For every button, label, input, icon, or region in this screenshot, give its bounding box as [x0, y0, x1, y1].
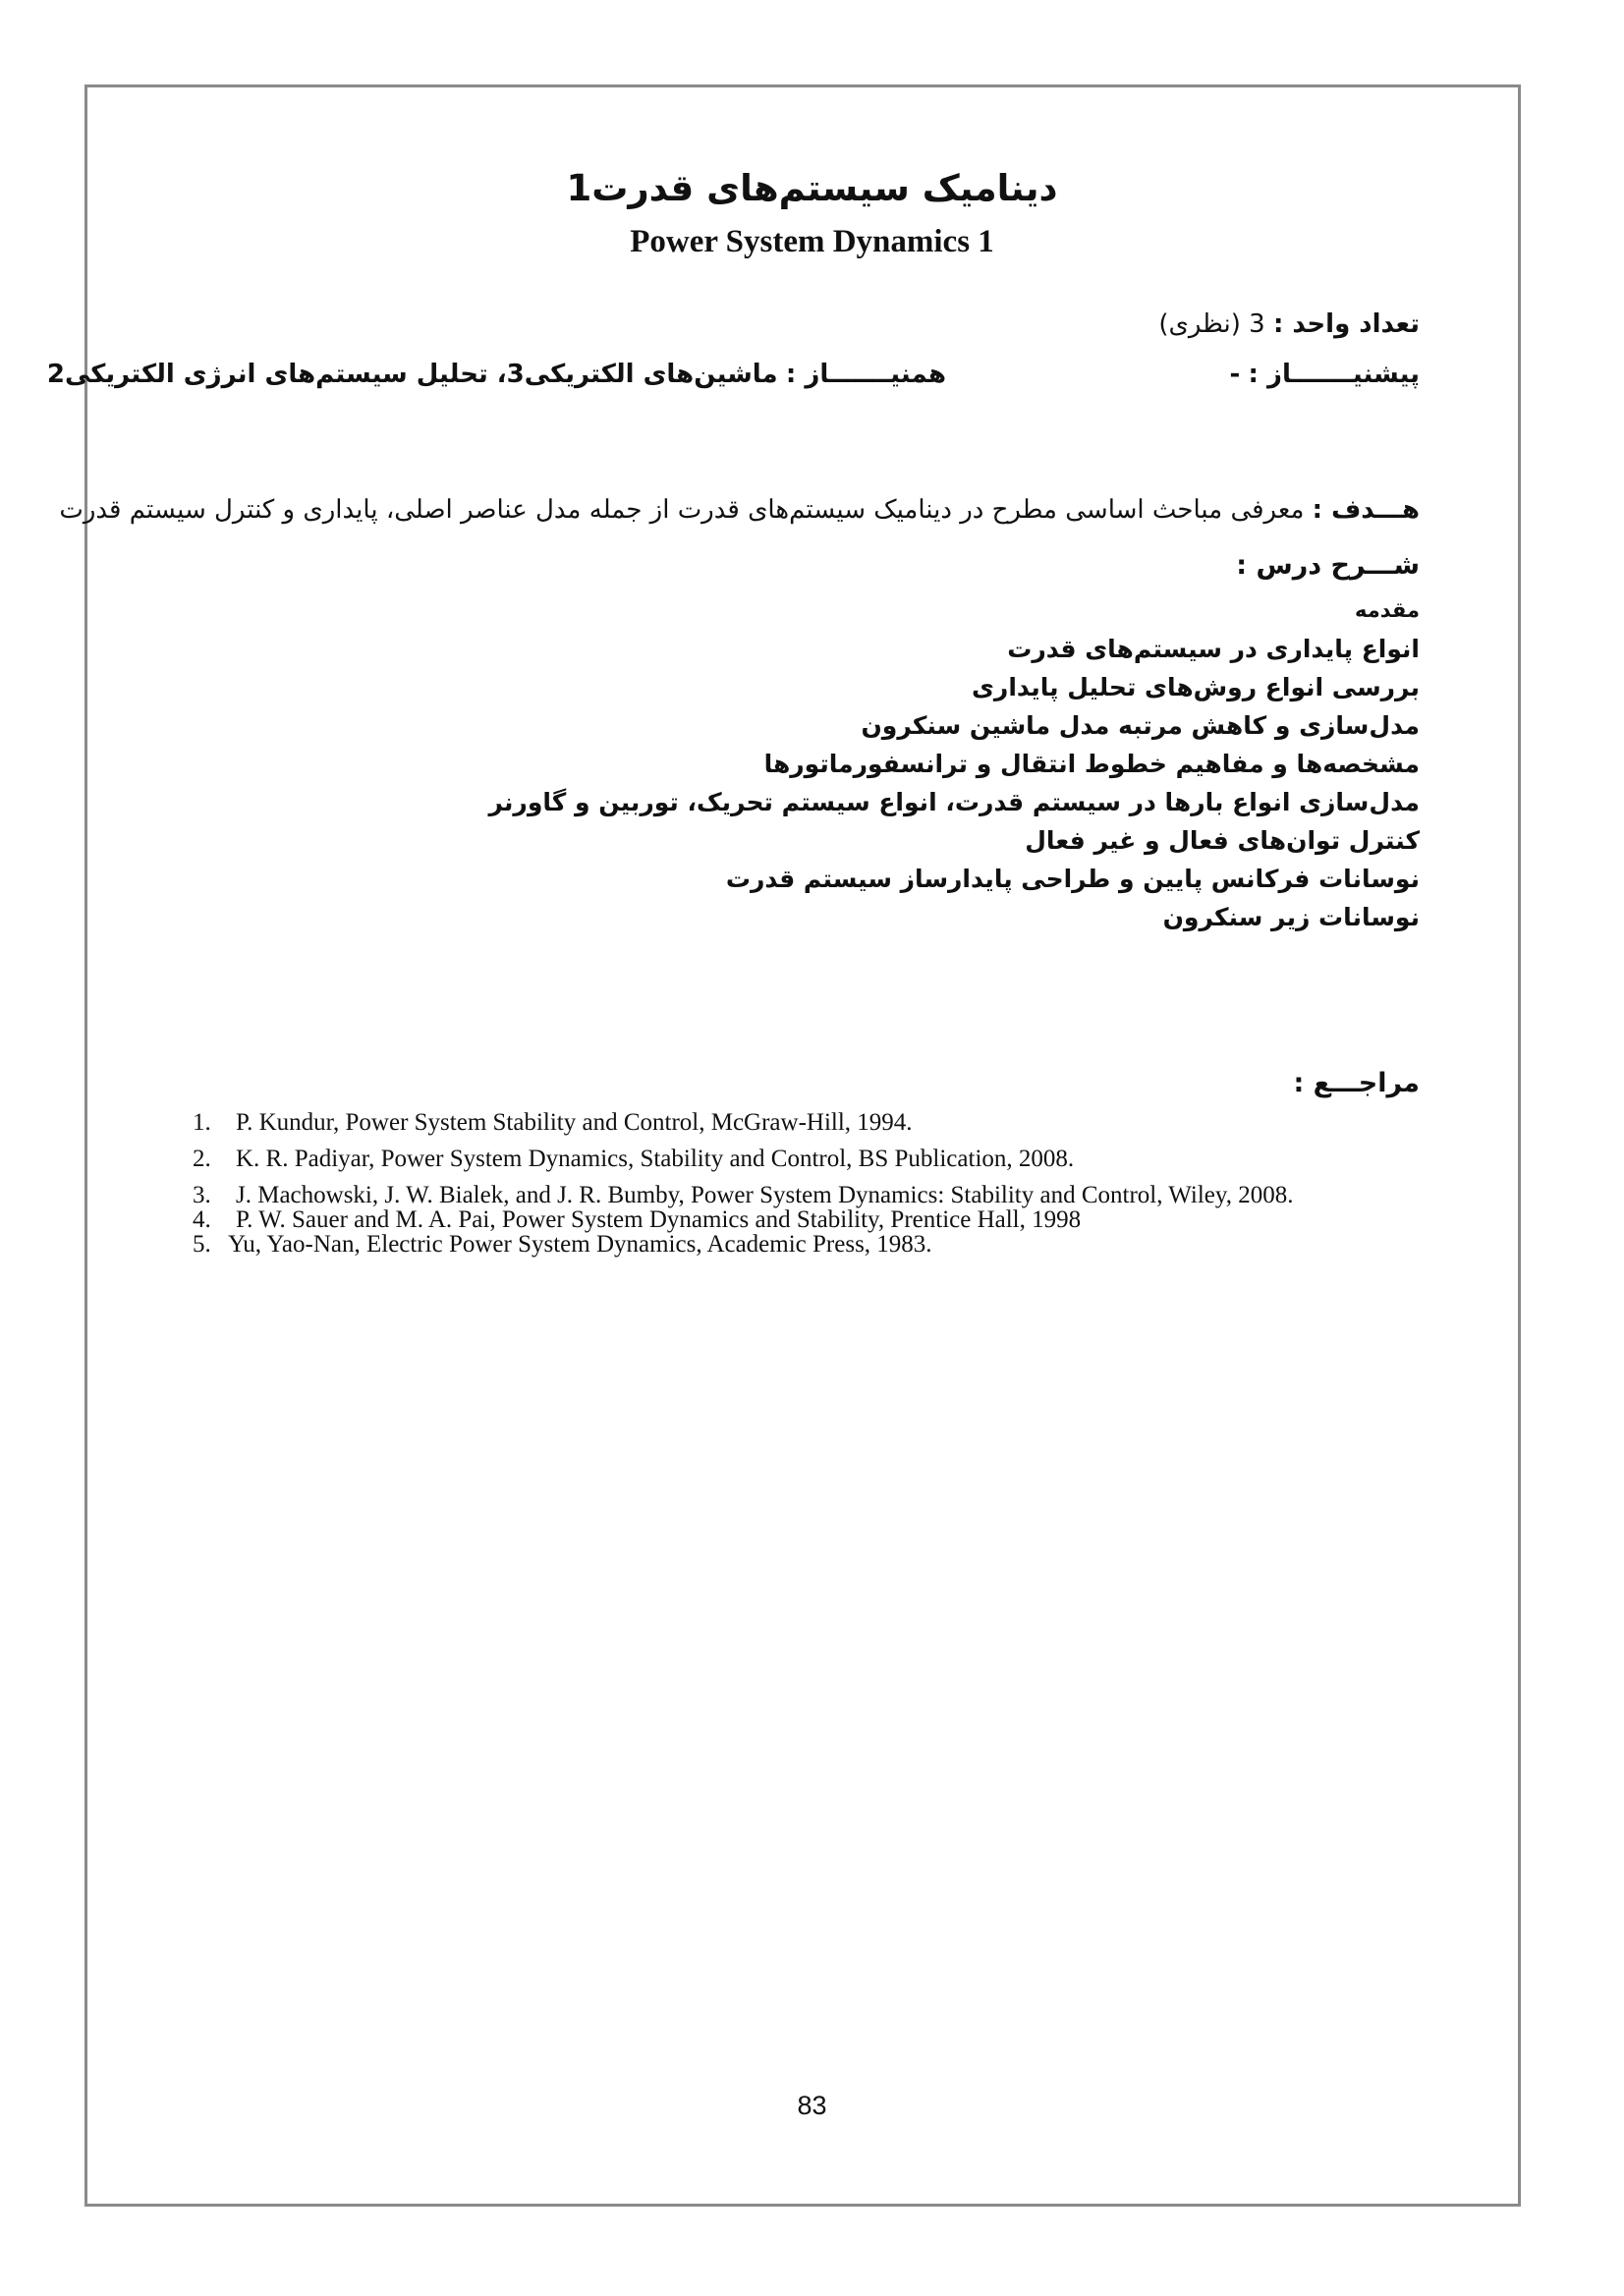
reference-number: 1. [193, 1109, 211, 1136]
page-number: 83 [797, 2091, 827, 2120]
description-heading: شـــرح درس : [1236, 550, 1420, 581]
reference-text: K. R. Padiyar, Power System Dynamics, Stability and Control, BS Publication, 2008. [236, 1146, 1075, 1172]
topic-item: نوسانات زیر سنکرون [1162, 903, 1420, 931]
reference-text: P. W. Sauer and M. A. Pai, Power System Dynamics and Stability, Prentice Hall, 1998 [236, 1206, 1082, 1233]
reference-number: 4. [193, 1206, 211, 1233]
topic-item: مدل‌سازی و کاهش مرتبه مدل ماشین سنکرون [861, 711, 1420, 740]
prerequisite-value: - [1229, 360, 1241, 389]
reference-number: 5. [193, 1231, 211, 1258]
topic-item: کنترل توان‌های فعال و غیر فعال [1025, 826, 1420, 855]
goal-text: معرفی مباحث اساسی مطرح در دینامیک سیستم‌های قدرت از جمله مدل عناصر اصلی، پایداری و کنترل سیستم قدرت [59, 495, 1305, 525]
corequisite-value: ماشین‌های الکتریکی3، تحلیل سیستم‌های انرژی الکتریکی2 [46, 360, 778, 389]
topic-item: مقدمه [1355, 598, 1420, 622]
references-list [193, 1108, 1294, 1260]
reference-text: Yu, Yao-Nan, Electric Power System Dynamics, Academic Press, 1983. [228, 1231, 932, 1258]
goal-line [59, 495, 1420, 525]
topics-list [488, 591, 1420, 936]
topic-item: نوسانات فرکانس پایین و طراحی پایدارساز سیستم قدرت [725, 865, 1420, 893]
units-value: 3 (نظری) [1158, 309, 1265, 339]
reference-item [193, 1230, 1294, 1260]
corequisite-label: همنیـــــــاز : [785, 360, 946, 389]
reference-text: P. Kundur, Power System Stability and Control, McGraw-Hill, 1994. [236, 1109, 913, 1136]
references-heading: مراجـــع : [1293, 1068, 1420, 1098]
goal-label: هـــدف : [1312, 495, 1420, 525]
units-line [1158, 309, 1420, 339]
course-title-persian: دینامیک سیستم‌های قدرت1 [566, 167, 1058, 209]
prerequisite-label: پیشنیـــــــاز : [1248, 360, 1420, 389]
units-label: تعداد واحد : [1272, 309, 1420, 339]
topic-item: مدل‌سازی انواع بارها در سیستم قدرت، انواع سیستم تحریک، توربین و گاورنر [488, 788, 1420, 816]
topic-item: مشخصه‌ها و مفاهیم خطوط انتقال و ترانسفورماتورها [763, 750, 1420, 778]
reference-item [193, 1145, 1294, 1174]
reference-number: 2. [193, 1146, 211, 1172]
prerequisite-line [1229, 360, 1420, 389]
corequisite-line [47, 360, 946, 389]
course-title-english: Power System Dynamics 1 [630, 224, 994, 259]
topic-item: انواع پایداری در سیستم‌های قدرت [1007, 635, 1420, 663]
reference-text: J. Machowski, J. W. Bialek, and J. R. Bumby, Power System Dynamics: Stability and Control, Wiley, 2008. [236, 1182, 1294, 1208]
topic-item: بررسی انواع روش‌های تحلیل پایداری [972, 673, 1420, 701]
reference-number: 3. [193, 1182, 211, 1208]
reference-item [193, 1108, 1294, 1138]
